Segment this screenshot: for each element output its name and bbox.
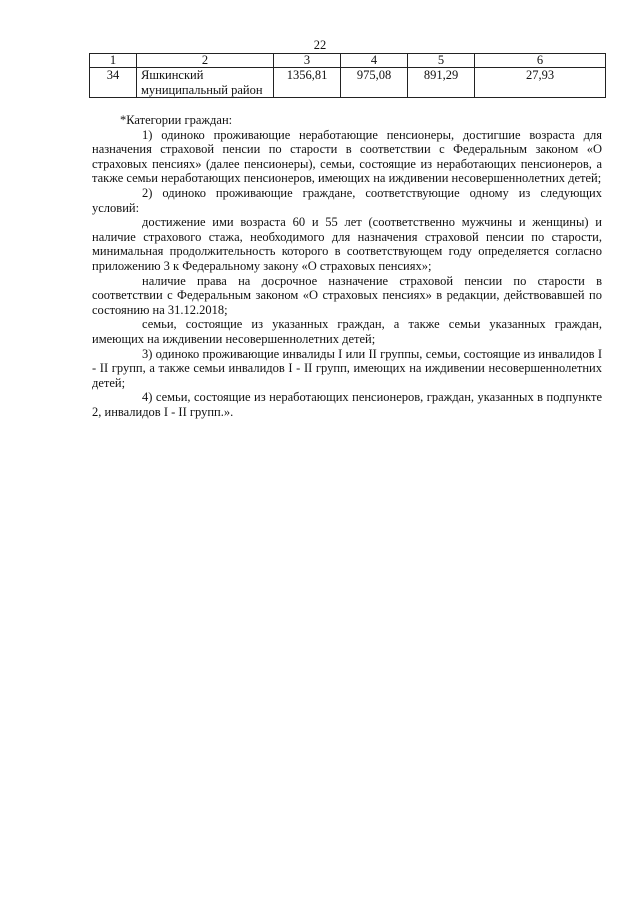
- table-cell-district: Яшкинский муниципальный район: [137, 68, 274, 98]
- table-header-cell: 6: [475, 54, 606, 68]
- table-row: [90, 68, 606, 98]
- table-header-row: [90, 54, 606, 68]
- paragraph: 1) одиноко проживающие неработающие пенсионеры, достигшие возраста для назначения страховой пенсии по старости в соответствии с Федеральным законом «О страховых пенсиях» (далее пенсионеры), семьи, состоящие из неработающих пенсионеров, а также семьи неработающих пенсионеров, имеющих на иждивении несовершеннолетних детей;: [92, 127, 602, 186]
- paragraph: 4) семьи, состоящие из неработающих пенсионеров, граждан, указанных в подпункте 2, инвалидов I - II групп.».: [92, 390, 602, 419]
- table-cell-value: 891,29: [408, 68, 475, 98]
- paragraph: наличие права на досрочное назначение страховой пенсии по старости в соответствии с Федеральным законом «О страховых пенсиях» в редакции, действовавшей по состоянию на 31.12.2018;: [92, 273, 602, 317]
- categories-heading: *Категории граждан:: [120, 113, 233, 127]
- page-number: 22: [313, 38, 327, 52]
- table-cell-value: 27,93: [475, 68, 606, 98]
- table-cell-value: 1356,81: [274, 68, 341, 98]
- paragraph: 3) одиноко проживающие инвалиды I или II группы, семьи, состоящие из инвалидов I - II групп, а также семьи инвалидов I - II групп, имеющих на иждивении несовершеннолетних детей;: [92, 346, 602, 390]
- table-header-cell: 3: [274, 54, 341, 68]
- paragraph: 2) одиноко проживающие граждане, соответствующие одному из следующих условий:: [92, 185, 602, 215]
- data-table: [89, 53, 606, 98]
- table-header-cell: 2: [137, 54, 274, 68]
- table-header-cell: 5: [408, 54, 475, 68]
- table-cell-number: 34: [90, 68, 137, 98]
- table-cell-value: 975,08: [341, 68, 408, 98]
- table-header-cell: 4: [341, 54, 408, 68]
- table-header-cell: 1: [90, 54, 137, 68]
- body-text: [92, 113, 602, 419]
- paragraph: достижение ими возраста 60 и 55 лет (соответственно мужчины и женщины) и наличие страхового стажа, необходимого для назначения страховой пенсии по старости, минимальная продолжительность которого в соответствующем году определяется согласно приложению 3 к Федеральному закону «О страховых пенсиях»;: [92, 215, 602, 273]
- paragraph: семьи, состоящие из указанных граждан, а также семьи указанных граждан, имеющих на иждивении несовершеннолетних детей;: [92, 317, 602, 346]
